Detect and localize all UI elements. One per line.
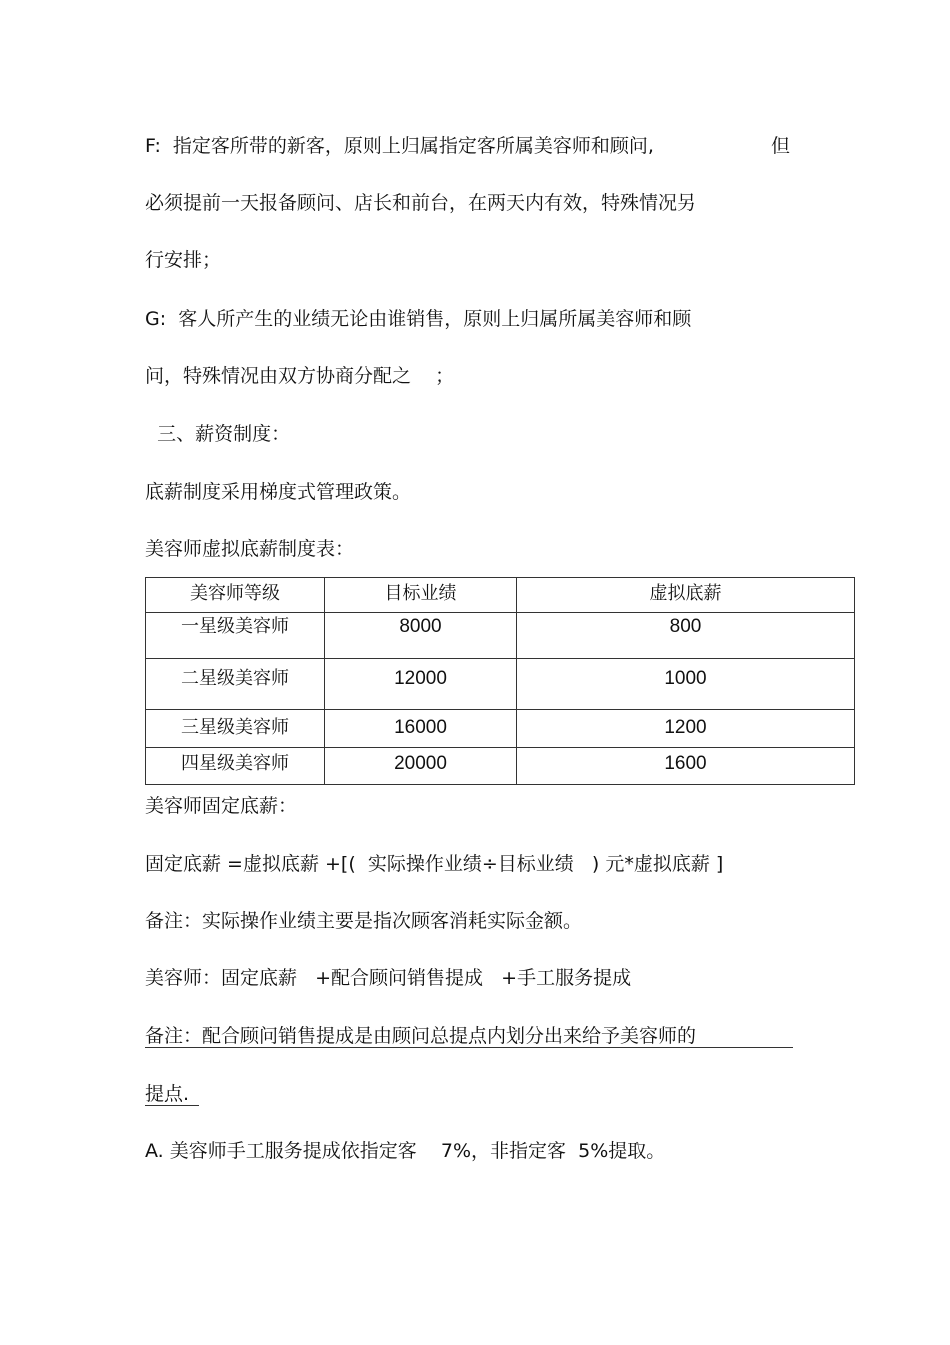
policy-text: 底薪制度采用梯度式管理政策。 — [145, 481, 412, 503]
cell-target: 20000 — [325, 748, 517, 785]
paragraph-f-line-2: 必须提前一天报备顾问、店长和前台，在两天内有效，特殊情况另 — [145, 192, 697, 214]
note-commission-line-1: 备注：配合顾问销售提成是由顾问总提点内划分出来给予美容师的 — [145, 1025, 697, 1047]
paragraph-f-line-3: 行安排； — [145, 249, 222, 271]
paragraph-f-line-1: F: 指定客所带的新客，原则上归属指定客所属美容师和顾问, — [145, 135, 654, 157]
table-header-row — [146, 578, 855, 613]
fixed-salary-title: 美容师固定底薪： — [145, 795, 298, 817]
cell-target: 12000 — [325, 659, 517, 710]
cell-virtual-salary: 1000 — [517, 659, 855, 710]
section-heading-salary: 三、薪资制度： — [145, 423, 291, 445]
table-row — [146, 659, 855, 710]
cell-level: 三星级美容师 — [146, 710, 325, 748]
cell-virtual-salary: 800 — [517, 613, 855, 659]
note-actual-performance: 备注：实际操作业绩主要是指次顾客消耗实际金额。 — [145, 910, 583, 932]
table-row — [146, 710, 855, 748]
header-level: 美容师等级 — [146, 578, 325, 613]
header-virtual-salary: 虚拟底薪 — [517, 578, 855, 613]
cell-virtual-salary: 1600 — [517, 748, 855, 785]
virtual-base-salary-table — [145, 577, 855, 785]
cell-target: 8000 — [325, 613, 517, 659]
paragraph-f-line-1-tail: 但 — [771, 135, 791, 157]
table-row — [146, 748, 855, 785]
paragraph-g-line-1: G: 客人所产生的业绩无论由谁销售，原则上归属所属美容师和顾 — [145, 308, 692, 330]
underline — [145, 1047, 793, 1048]
salary-composition: 美容师：固定底薪 +配合顾问销售提成 +手工服务提成 — [145, 967, 632, 989]
cell-target: 16000 — [325, 710, 517, 748]
cell-virtual-salary: 1200 — [517, 710, 855, 748]
cell-level: 四星级美容师 — [146, 748, 325, 785]
fixed-salary-formula: 固定底薪 =虚拟底薪 +[( 实际操作业绩÷目标业绩 ) 元*虚拟底薪 ] — [145, 853, 724, 875]
table-row — [146, 613, 855, 659]
cell-level: 一星级美容师 — [146, 613, 325, 659]
table-title: 美容师虚拟底薪制度表： — [145, 538, 355, 560]
item-a-commission: A. 美容师手工服务提成依指定客 7%，非指定客 5%提取。 — [145, 1140, 666, 1162]
paragraph-g-line-2: 问，特殊情况由双方协商分配之 ； — [145, 365, 455, 387]
note-commission-line-2: 提点. — [145, 1083, 190, 1105]
cell-level: 二星级美容师 — [146, 659, 325, 710]
underline — [145, 1105, 199, 1106]
header-target: 目标业绩 — [325, 578, 517, 613]
